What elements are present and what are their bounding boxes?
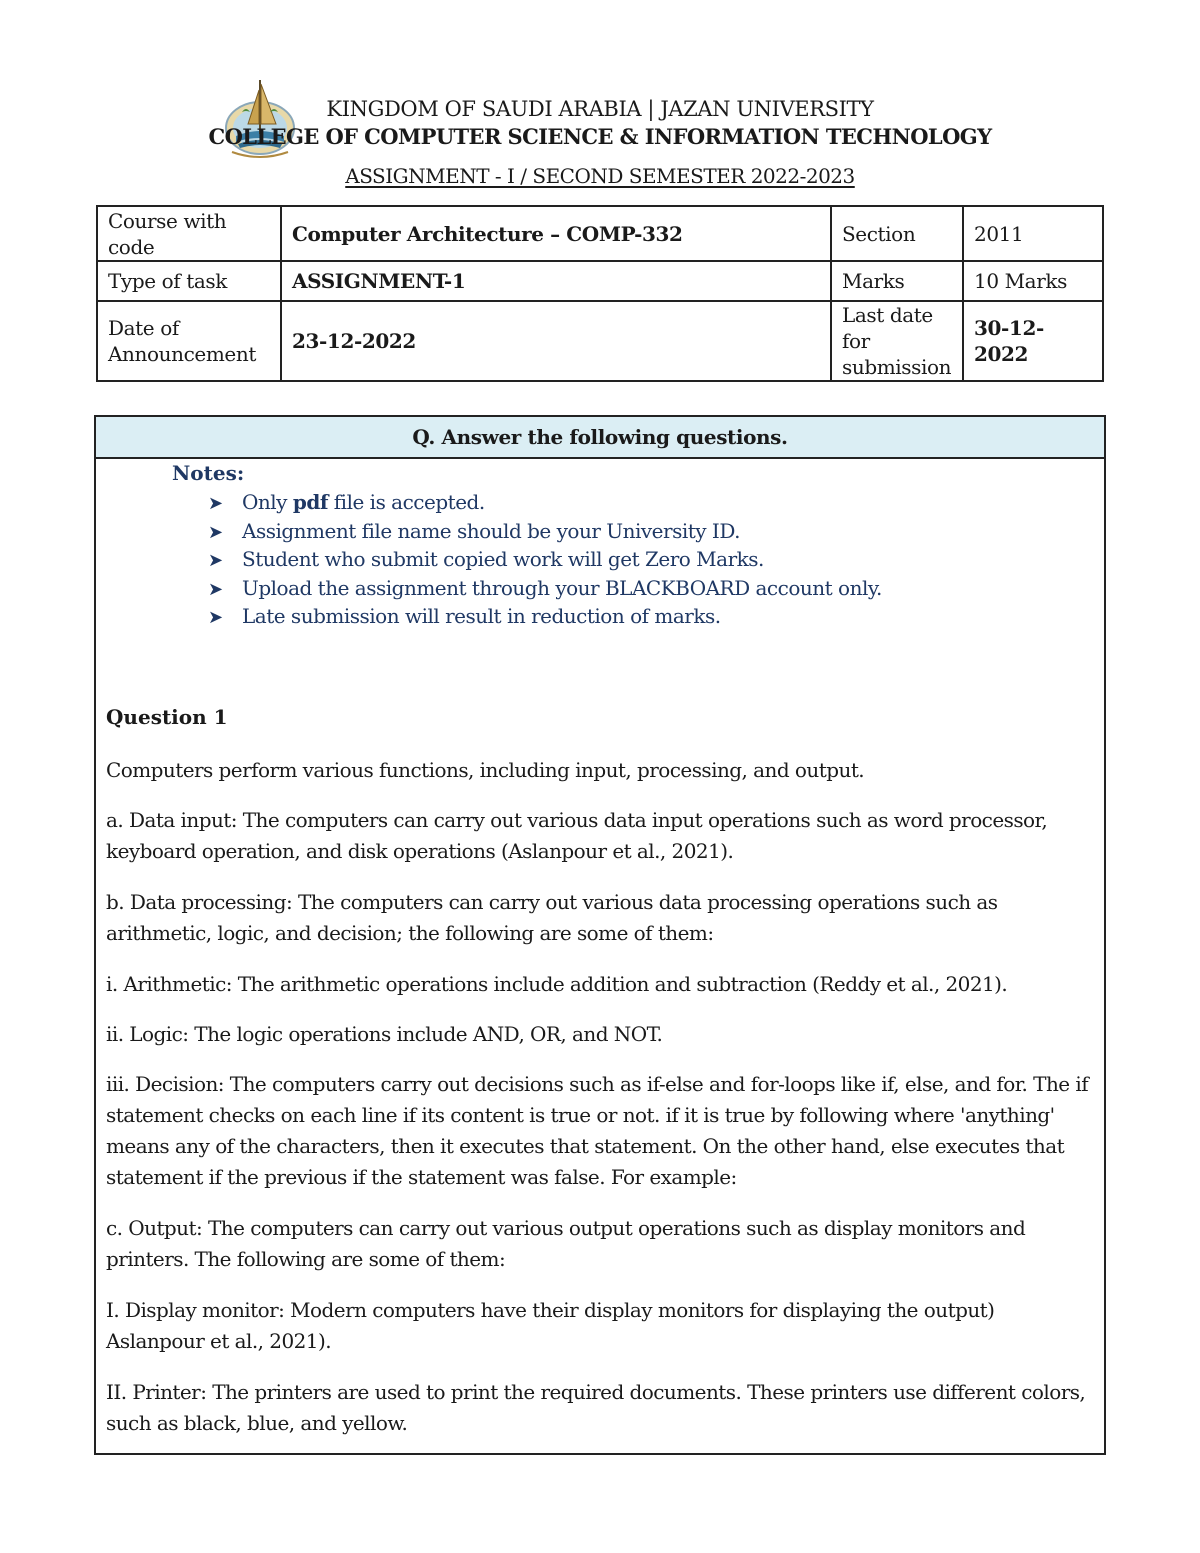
arrow-bullet-icon: ➤	[208, 578, 223, 600]
section-value: 2011	[963, 206, 1103, 261]
note-text: Late submission will result in reduction of marks.	[242, 604, 721, 628]
section-label: Section	[831, 206, 963, 261]
course-value: Computer Architecture – COMP-332	[281, 206, 831, 261]
paragraph-display-monitor: I. Display monitor: Modern computers have their display monitors for displaying the output) Aslanpour et al., 2021).	[106, 1298, 995, 1353]
course-info-table	[96, 205, 1104, 382]
question-box	[94, 415, 1106, 1455]
paragraph-intro: Computers perform various functions, including input, processing, and output.	[106, 758, 865, 782]
assignment-title-text: ASSIGNMENT - I / SECOND SEMESTER 2022-2023	[345, 164, 855, 188]
list-item	[208, 517, 882, 546]
list-item	[208, 488, 882, 517]
arrow-bullet-icon: ➤	[208, 550, 223, 571]
list-item	[208, 602, 882, 631]
arrow-bullet-icon: ➤	[208, 607, 223, 628]
list-item	[208, 545, 882, 574]
header-college: COLLEGE OF COMPUTER SCIENCE & INFORMATION TECHNOLOGY	[208, 124, 992, 149]
note-text: file is accepted.	[327, 490, 485, 514]
paragraph-decision: iii. Decision: The computers carry out decisions such as if-else and for-loops like if, else, and for. The if statement checks on each line if its content is true or not. if it is true by following where 'anything' means any of the characters, then it executes that statement. On the other hand, else executes that statement if the previous if the statement was false. For example:	[106, 1072, 1089, 1189]
course-label: Course with code	[97, 206, 281, 261]
announce-value: 23-12-2022	[281, 301, 831, 381]
header-country-university: KINGDOM OF SAUDI ARABIA | JAZAN UNIVERSITY	[326, 97, 874, 121]
notes-title: Notes:	[172, 461, 245, 485]
question-title: Question 1	[106, 705, 228, 729]
table-row	[97, 206, 1103, 261]
header-assignment-title	[0, 164, 1200, 188]
note-text: Upload the assignment through your BLACKBOARD account only.	[242, 575, 882, 600]
arrow-bullet-icon: ➤	[208, 493, 223, 514]
arrow-bullet-icon: ➤	[208, 521, 223, 543]
note-text: Assignment file name should be your University ID.	[242, 518, 740, 543]
lastdate-value: 30-12-2022	[963, 301, 1103, 381]
announce-label: Date of Announcement	[97, 301, 281, 381]
task-label: Type of task	[97, 261, 281, 301]
paragraph-data-processing: b. Data processing: The computers can carry out various data processing operations such as arithmetic, logic, and decision; the following are some of them:	[106, 890, 998, 945]
question-heading: Q. Answer the following questions.	[96, 417, 1104, 459]
notes-list	[208, 488, 882, 631]
paragraph-logic: ii. Logic: The logic operations include AND, OR, and NOT.	[106, 1022, 663, 1046]
lastdate-label: Last date for submission	[831, 301, 963, 381]
paragraph-output: c. Output: The computers can carry out various output operations such as display monitors and printers. The following are some of them:	[106, 1216, 1026, 1271]
marks-label: Marks	[831, 261, 963, 301]
list-item	[208, 574, 882, 603]
note-emphasis: pdf	[292, 490, 328, 514]
table-row	[97, 261, 1103, 301]
paragraph-data-input: a. Data input: The computers can carry out various data input operations such as word processor, keyboard operation, and disk operations (Aslanpour et al., 2021).	[106, 808, 1048, 863]
note-text: Student who submit copied work will get Zero Marks.	[242, 547, 764, 571]
marks-value: 10 Marks	[963, 261, 1103, 301]
note-text: Only	[242, 490, 293, 514]
paragraph-printer: II. Printer: The printers are used to print the required documents. These printers use different colors, such as black, blue, and yellow.	[106, 1380, 1086, 1435]
task-value: ASSIGNMENT-1	[281, 261, 831, 301]
table-row	[97, 301, 1103, 381]
paragraph-arithmetic: i. Arithmetic: The arithmetic operations include addition and subtraction (Reddy et al., 2021).	[106, 972, 1008, 996]
